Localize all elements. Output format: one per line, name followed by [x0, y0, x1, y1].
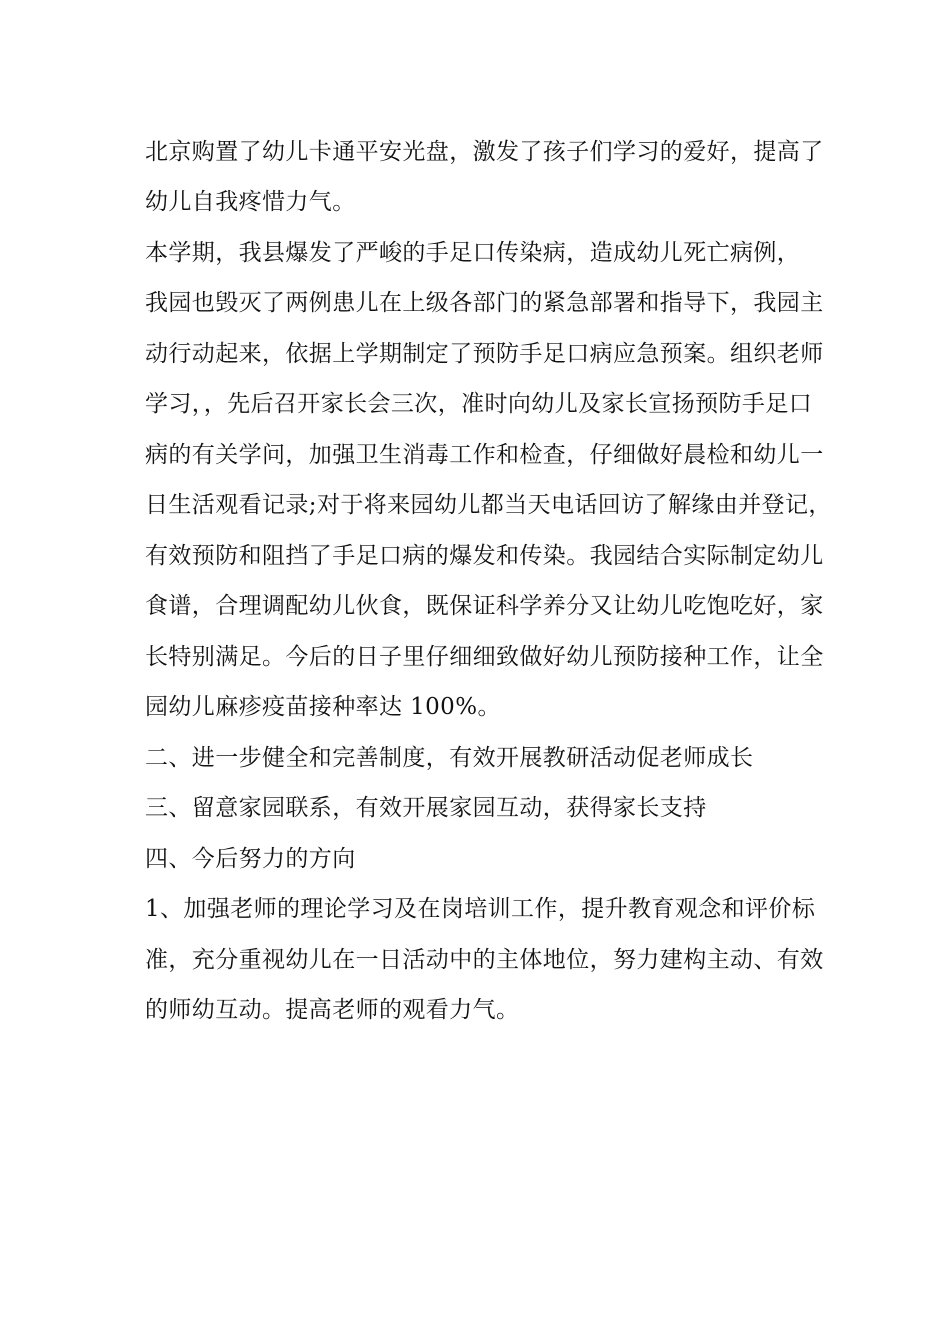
body-text-line: 学习，，先后召开家长会三次，准时向幼儿及家长宣扬预防手足口 — [145, 391, 813, 417]
section-heading-2: 二、进一步健全和完善制度，有效开展教研活动促老师成长 — [145, 745, 754, 771]
body-text-line: 准，充分重视幼儿在一日活动中的主体地位，努力建构主动、有效 — [145, 947, 824, 973]
body-text-line: 我园也毁灭了两例患儿在上级各部门的紧急部署和指导下，我园主 — [145, 290, 824, 316]
paragraph-first-line: 本学期，我县爆发了严峻的手足口传染病，造成幼儿死亡病例， — [145, 240, 801, 266]
list-item-1-first-line: 1、加强老师的理论学习及在岗培训工作，提升教育观念和评价标 — [145, 896, 816, 922]
body-text-line: 病的有关学问，加强卫生消毒工作和检查，仔细做好晨检和幼儿一 — [145, 442, 824, 468]
section-heading-4: 四、今后努力的方向 — [145, 846, 356, 872]
body-text-line: 食谱，合理调配幼儿伙食，既保证科学养分又让幼儿吃饱吃好，家 — [145, 593, 824, 619]
body-text-line: 有效预防和阻挡了手足口病的爆发和传染。我园结合实际制定幼儿 — [145, 543, 824, 569]
body-text-line: 长特别满足。今后的日子里仔细细致做好幼儿预防接种工作，让全 — [145, 644, 824, 670]
body-text-line: 的师幼互动。提高老师的观看力气。 — [145, 997, 520, 1023]
body-text-line: 北京购置了幼儿卡通平安光盘，激发了孩子们学习的爱好，提高了 — [145, 139, 824, 165]
body-text-line: 园幼儿麻疹疫苗接种率达 100%。 — [145, 694, 501, 720]
section-heading-3: 三、留意家园联系，有效开展家园互动，获得家长支持 — [145, 795, 707, 821]
body-text-line: 日生活观看记录;对于将来园幼儿都当天电话回访了解缘由并登记， — [145, 492, 832, 518]
body-text-line: 动行动起来，依据上学期制定了预防手足口病应急预案。组织老师 — [145, 341, 824, 367]
body-text-line: 幼儿自我疼惜力气。 — [145, 189, 356, 215]
